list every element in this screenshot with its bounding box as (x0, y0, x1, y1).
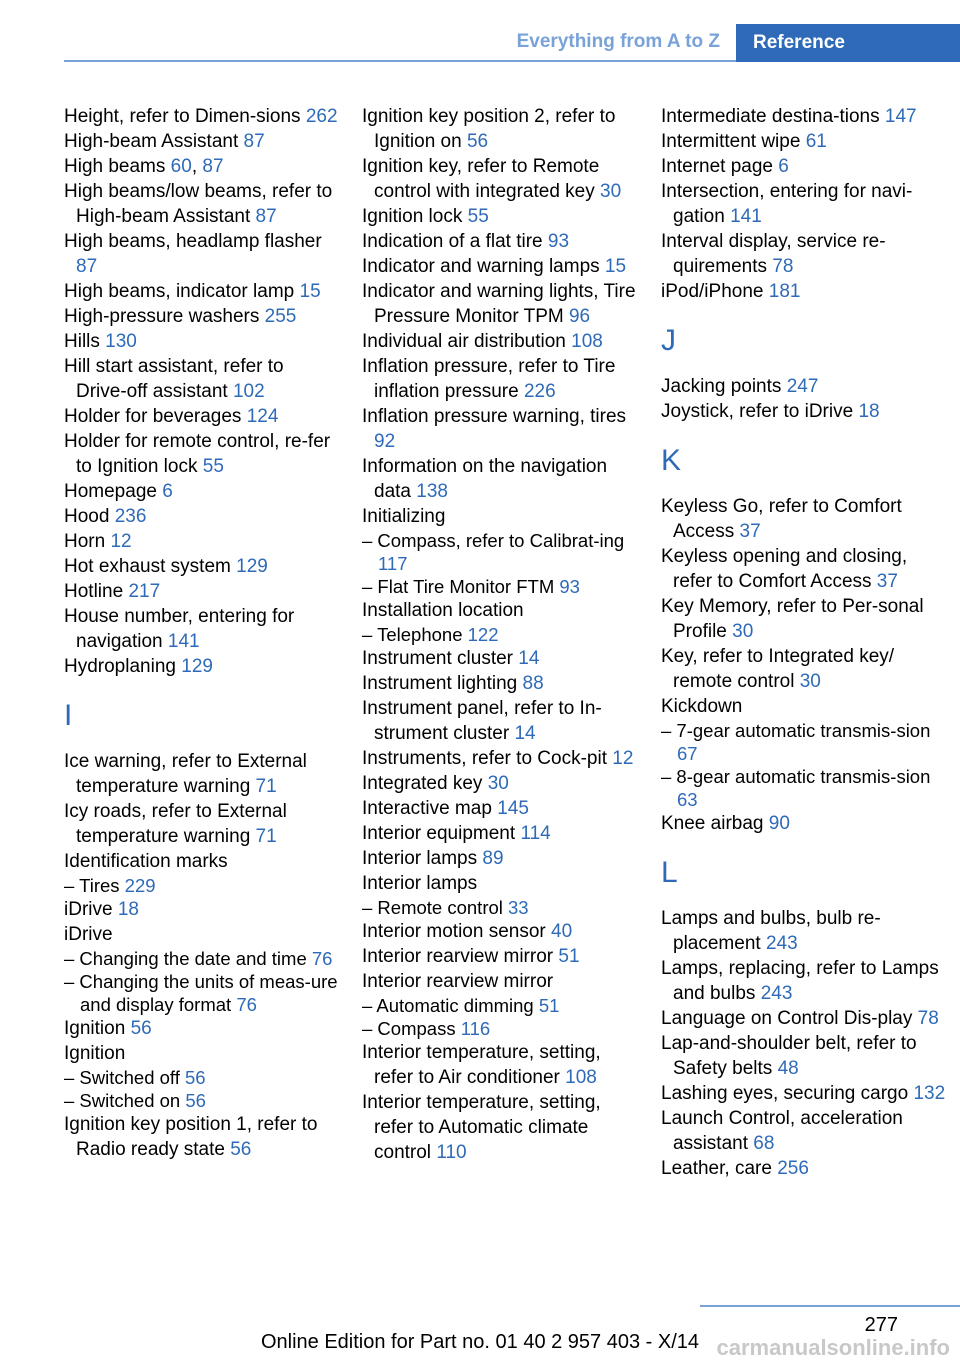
page-link[interactable]: 55 (202, 456, 224, 477)
entry-text: Instrument cluster (362, 648, 513, 669)
page-link[interactable]: 130 (105, 331, 137, 352)
page-link[interactable]: 116 (460, 1018, 491, 1039)
index-subentry (64, 1089, 339, 1112)
entry-text: – Automatic dimming (362, 995, 534, 1016)
index-entry (362, 254, 637, 279)
index-entry (362, 354, 637, 404)
page-link[interactable]: 30 (732, 621, 754, 642)
page-link[interactable]: 138 (416, 481, 448, 502)
page-link[interactable]: 76 (311, 948, 333, 969)
entry-text: Ignition (64, 1043, 126, 1064)
index-entry (362, 454, 637, 504)
entry-text: Leather, care (661, 1158, 772, 1179)
entry-text: Hotline (64, 581, 124, 602)
page-link[interactable]: 71 (255, 776, 277, 797)
entry-text: Jacking points (661, 376, 782, 397)
page-link[interactable]: 147 (884, 106, 917, 127)
page-link[interactable]: 87 (255, 206, 277, 227)
index-entry (362, 279, 637, 329)
page-link[interactable]: 76 (236, 994, 257, 1015)
page-link[interactable]: 129 (236, 556, 268, 577)
entry-text: Lap-and-shoulder belt, refer to Safety belts (661, 1033, 917, 1079)
page-link[interactable]: 110 (436, 1142, 467, 1163)
page-link[interactable]: 256 (777, 1158, 809, 1179)
page-link[interactable]: 92 (374, 431, 396, 452)
page-link[interactable]: 102 (232, 381, 265, 402)
entry-text: Ignition key position 1, refer to Radio ready state (64, 1114, 318, 1160)
index-entry (362, 1090, 637, 1165)
index-entry (661, 374, 946, 399)
page-link[interactable]: 30 (799, 671, 821, 692)
page-link[interactable]: 12 (612, 748, 634, 769)
index-entry (64, 504, 339, 529)
index-entry (362, 871, 637, 896)
page-link[interactable]: 78 (917, 1008, 939, 1029)
page-link[interactable]: 67 (677, 743, 698, 764)
entry-text: Hill start assistant, refer to Drive-off assistant (64, 356, 284, 402)
page-link[interactable]: 37 (876, 571, 898, 592)
entry-text: High-beam Assistant (64, 131, 239, 152)
index-entry (362, 154, 637, 204)
entry-text: Individual air distribution (362, 331, 566, 352)
index-letter: K (661, 444, 682, 477)
index-entry (64, 1112, 339, 1162)
entry-text: Ignition lock (362, 206, 463, 227)
index-entry (661, 494, 946, 544)
entry-text: Lamps, replacing, refer to Lamps and bulbs (661, 958, 939, 1004)
entry-text: Integrated key (362, 773, 483, 794)
page-link[interactable]: 141 (167, 631, 200, 652)
entry-text: – Telephone (362, 624, 463, 645)
entry-text: Lashing eyes, securing cargo (661, 1083, 909, 1104)
entry-text: Interior temperature, setting, refer to Automatic climate control (362, 1092, 601, 1163)
page-link[interactable]: 56 (185, 1090, 206, 1111)
page-link[interactable]: 217 (128, 581, 161, 602)
watermark: carmanualsonline.info (716, 1335, 950, 1360)
entry-text: Key Memory, refer to Per‐sonal Profile (661, 596, 924, 642)
index-subentry (661, 719, 946, 765)
page-link[interactable]: 56 (185, 1067, 206, 1088)
index-entry (661, 1031, 946, 1081)
page-link[interactable]: 6 (162, 481, 173, 502)
index-entry (64, 529, 339, 554)
page-link[interactable]: 63 (677, 789, 698, 810)
page-link[interactable]: 117 (378, 553, 408, 574)
index-subentry (362, 529, 637, 575)
entry-text: Interior rearview mirror (362, 971, 554, 992)
index-entry (362, 229, 637, 254)
index-entry (661, 104, 946, 129)
index-entry (64, 1041, 339, 1066)
index-entry (661, 694, 946, 719)
page-link[interactable]: 18 (117, 899, 139, 920)
entry-text: Indicator and warning lights, Tire Pressure Monitor TPM (362, 281, 636, 327)
entry-text: Icy roads, refer to External temperature warning (64, 801, 287, 847)
index-entry (661, 1156, 946, 1181)
index-entry (661, 956, 946, 1006)
entry-text: iDrive (64, 924, 113, 945)
index-entry (362, 846, 637, 871)
index-letter: I (64, 699, 73, 732)
page-link[interactable]: 132 (913, 1083, 946, 1104)
page-link[interactable]: 48 (777, 1058, 799, 1079)
entry-text: Ignition key position 2, refer to Ignition on (362, 106, 616, 152)
index-letter: L (661, 856, 678, 889)
index-entry (64, 799, 339, 849)
entry-text: Interactive map (362, 798, 492, 819)
section-title: Everything from A to Z (516, 31, 720, 52)
index-entry (64, 554, 339, 579)
page-link[interactable]: 93 (547, 231, 570, 252)
page-link[interactable]: 145 (497, 798, 529, 819)
index-entry (64, 329, 339, 354)
index-entry (64, 922, 339, 947)
entry-text: Indication of a flat tire (362, 231, 543, 252)
index-subentry (64, 970, 339, 1016)
page-link[interactable]: 15 (299, 281, 321, 302)
index-entry (362, 671, 637, 696)
entry-text: Interior lamps (362, 848, 478, 869)
entry-text: Horn (64, 531, 106, 552)
page-link[interactable]: 56 (466, 131, 489, 152)
page-link[interactable]: 90 (768, 813, 790, 834)
index-entry (64, 604, 339, 654)
index-subentry (64, 874, 339, 897)
entry-text: Ignition (64, 1018, 126, 1039)
entry-text: Interior equipment (362, 823, 516, 844)
entry-text: – Changing the date and time (64, 948, 307, 969)
index-entry (362, 696, 637, 746)
entry-text: House number, entering for navigation (64, 606, 295, 652)
entry-text: Interior lamps (362, 873, 478, 894)
index-entry (362, 796, 637, 821)
entry-text: iPod/iPhone (661, 281, 764, 302)
index-entry (362, 969, 637, 994)
entry-text: – Switched on (64, 1090, 181, 1111)
page-link[interactable]: 226 (523, 381, 556, 402)
index-entry (661, 644, 946, 694)
entry-text: iDrive (64, 899, 113, 920)
entry-text: Identification marks (64, 851, 228, 872)
edition-footer: Online Edition for Part no. 01 40 2 957 403 - X/14 (260, 1331, 700, 1353)
index-entry (661, 399, 946, 424)
entry-text: Keyless Go, refer to Comfort Access (661, 496, 902, 542)
entry-text: Indicator and warning lamps (362, 256, 600, 277)
entry-text: Inflation pressure warning, tires (362, 406, 627, 427)
index-subentry (64, 947, 339, 970)
page-link[interactable]: 122 (467, 624, 499, 645)
page-link[interactable]: 87 (76, 256, 98, 277)
page-link[interactable]: 60 (170, 156, 192, 177)
entry-text: – Tires (64, 875, 120, 896)
page-header (64, 24, 960, 62)
entry-text: Interval display, service re‐quirements (661, 231, 886, 277)
entry-text: Lamps and bulbs, bulb re‐placement (661, 908, 881, 954)
entry-text: Launch Control, acceleration assistant (661, 1108, 903, 1154)
index-entry (362, 598, 637, 623)
index-entry (362, 919, 637, 944)
entry-text: Knee airbag (661, 813, 764, 834)
page-link[interactable]: 33 (508, 897, 529, 918)
page-link[interactable]: 236 (114, 506, 147, 527)
entry-text: Intermittent wipe (661, 131, 801, 152)
index-entry (64, 479, 339, 504)
page-link[interactable]: 15 (604, 256, 627, 277)
page-link[interactable]: 141 (730, 206, 762, 227)
index-entry (362, 104, 637, 154)
entry-text: – Switched off (64, 1067, 180, 1088)
index-entry (362, 329, 637, 354)
index-entry (64, 104, 339, 129)
page-link[interactable]: 68 (753, 1133, 775, 1154)
entry-text: Hydroplaning (64, 656, 176, 677)
index-entry (64, 279, 339, 304)
entry-text: High beams (64, 156, 166, 177)
index-entry (64, 749, 339, 799)
entry-text: Language on Control Dis‐play (661, 1008, 913, 1029)
entry-text: Inflation pressure, refer to Tire inflation pressure (362, 356, 616, 402)
index-entry (362, 204, 637, 229)
index-entry (362, 504, 637, 529)
index-subentry (362, 575, 637, 598)
index-entry (661, 229, 946, 279)
page-link[interactable]: 14 (514, 723, 536, 744)
index-entry: High beams 60, 87 (64, 156, 224, 177)
index-entry (661, 1081, 946, 1106)
index-subentry (362, 994, 637, 1017)
footer-rule (700, 1305, 960, 1307)
page-link[interactable]: 14 (518, 648, 540, 669)
page-link[interactable]: 262 (305, 106, 338, 127)
entry-text: Installation location (362, 600, 524, 621)
page-link[interactable]: 243 (765, 933, 798, 954)
entry-text: Joystick, refer to iDrive (661, 401, 854, 422)
entry-text: Key, refer to Integrated key/ remote control (661, 646, 895, 692)
entry-text: High beams/low beams, refer to High-beam Assistant (64, 181, 333, 227)
index-entry (661, 906, 946, 956)
page-link[interactable]: 12 (110, 531, 132, 552)
entry-text: – Compass, refer to Calibrat‐ing (362, 530, 625, 551)
page-link[interactable]: 114 (520, 823, 551, 844)
index-entry (64, 1016, 339, 1041)
entry-text: Keyless opening and closing, refer to Comfort Access (661, 546, 908, 592)
page-link[interactable]: 96 (568, 306, 591, 327)
page-link[interactable]: 56 (230, 1139, 252, 1160)
index-entry (362, 944, 637, 969)
page-link[interactable]: 87 (202, 156, 224, 177)
page-link[interactable]: 71 (255, 826, 277, 847)
page-link[interactable]: 88 (522, 673, 544, 694)
index-entry (362, 821, 637, 846)
page-link[interactable]: 181 (768, 281, 801, 302)
index-entry (64, 179, 339, 229)
index-entry (362, 404, 637, 454)
index-subentry (362, 896, 637, 919)
entry-text: Ice warning, refer to External temperature warning (64, 751, 307, 797)
page-link[interactable]: 87 (243, 131, 265, 152)
index-entry (661, 154, 946, 179)
entry-text: Initializing (362, 506, 446, 527)
index-subentry (64, 1066, 339, 1089)
index-subentry (661, 765, 946, 811)
entry-text: Instruments, refer to Cock‐pit (362, 748, 607, 769)
index-entry (661, 811, 946, 836)
index-entry (64, 129, 339, 154)
entry-text: Instrument lighting (362, 673, 518, 694)
page-number: 277 (864, 1314, 898, 1336)
index-entry (362, 1040, 637, 1090)
entry-text: Homepage (64, 481, 157, 502)
entry-text: High-pressure washers (64, 306, 260, 327)
index-entry (362, 771, 637, 796)
index-letter: J (661, 324, 676, 357)
index-entry (661, 594, 946, 644)
entry-text: – Compass (362, 1018, 456, 1039)
page-link[interactable]: 108 (571, 331, 603, 352)
index-entry (64, 404, 339, 429)
index-entry (64, 849, 339, 874)
page-link[interactable]: 124 (246, 406, 279, 427)
index-entry (661, 179, 946, 229)
page-link[interactable]: 6 (778, 156, 789, 177)
entry-text: High beams, headlamp flasher (64, 231, 322, 252)
page-link[interactable]: 247 (786, 376, 819, 397)
entry-text: Instrument panel, refer to In‐strument cluster (362, 698, 602, 744)
entry-text: – Remote control (362, 897, 503, 918)
page-link[interactable]: 30 (487, 773, 509, 794)
index-entry (661, 1106, 946, 1156)
entry-text: – 7-gear automatic transmis‐sion (661, 720, 931, 741)
entry-text: Height, refer to Dimen‐sions (64, 106, 301, 127)
entry-text: Internet page (661, 156, 773, 177)
entry-text: Interior temperature, setting, refer to Air conditioner (362, 1042, 601, 1088)
page-link[interactable]: 61 (805, 131, 827, 152)
entry-text: Kickdown (661, 696, 743, 717)
index-subentry (362, 1017, 637, 1040)
entry-text: Interior motion sensor (362, 921, 546, 942)
entry-text: Ignition key, refer to Remote control with integrated key (362, 156, 600, 202)
index-entry (362, 746, 637, 771)
entry-text: – Changing the units of meas‐ure and display format (64, 971, 338, 1015)
page-link[interactable]: 30 (600, 181, 622, 202)
entry-text: – 8-gear automatic transmis‐sion (661, 766, 931, 787)
index-entry (661, 129, 946, 154)
page-link[interactable]: 51 (558, 946, 580, 967)
entry-text: Holder for beverages (64, 406, 242, 427)
entry-text: High beams, indicator lamp (64, 281, 295, 302)
index-entry (64, 897, 339, 922)
entry-text: Hood (64, 506, 110, 527)
page-link[interactable]: 18 (858, 401, 880, 422)
page-link[interactable]: 37 (739, 521, 761, 542)
entry-text: Information on the navigation data (362, 456, 608, 502)
index-column-3 (661, 104, 946, 1181)
page-link[interactable]: 243 (760, 983, 793, 1004)
entry-text: – Flat Tire Monitor FTM (362, 576, 555, 597)
index-entry (362, 646, 637, 671)
index-entry (64, 354, 339, 404)
page-link[interactable]: 255 (264, 306, 297, 327)
page-link[interactable]: 40 (551, 921, 573, 942)
entry-text: Intersection, entering for navi‐gation (661, 181, 913, 227)
page-link[interactable]: 229 (124, 875, 156, 896)
index-entry (64, 229, 339, 279)
page-link[interactable]: 93 (559, 576, 580, 597)
entry-text: Holder for remote control, re‐fer to Ignition lock (64, 431, 331, 477)
entry-text: Intermediate destina‐tions (661, 106, 880, 127)
index-entry (661, 1006, 946, 1031)
page-link[interactable]: 56 (130, 1018, 152, 1039)
index-entry (661, 544, 946, 594)
page-link[interactable]: 51 (538, 995, 560, 1016)
entry-text: Interior rearview mirror (362, 946, 554, 967)
index-entry (64, 304, 339, 329)
entry-text: Hills (64, 331, 100, 352)
index-entry (64, 579, 339, 604)
page-link[interactable]: 129 (181, 656, 213, 677)
page-link[interactable]: 55 (467, 206, 489, 227)
page-link[interactable]: 89 (482, 848, 504, 869)
entry-text: Hot exhaust system (64, 556, 231, 577)
index-column-2 (362, 104, 637, 1165)
index-entry (661, 279, 946, 304)
page-link[interactable]: 78 (772, 256, 794, 277)
index-entry (64, 654, 339, 679)
index-column-1 (64, 104, 339, 1162)
page-link[interactable]: 108 (565, 1067, 597, 1088)
index-subentry (362, 623, 637, 646)
reference-tab[interactable]: Reference (736, 24, 960, 62)
index-entry (64, 429, 339, 479)
